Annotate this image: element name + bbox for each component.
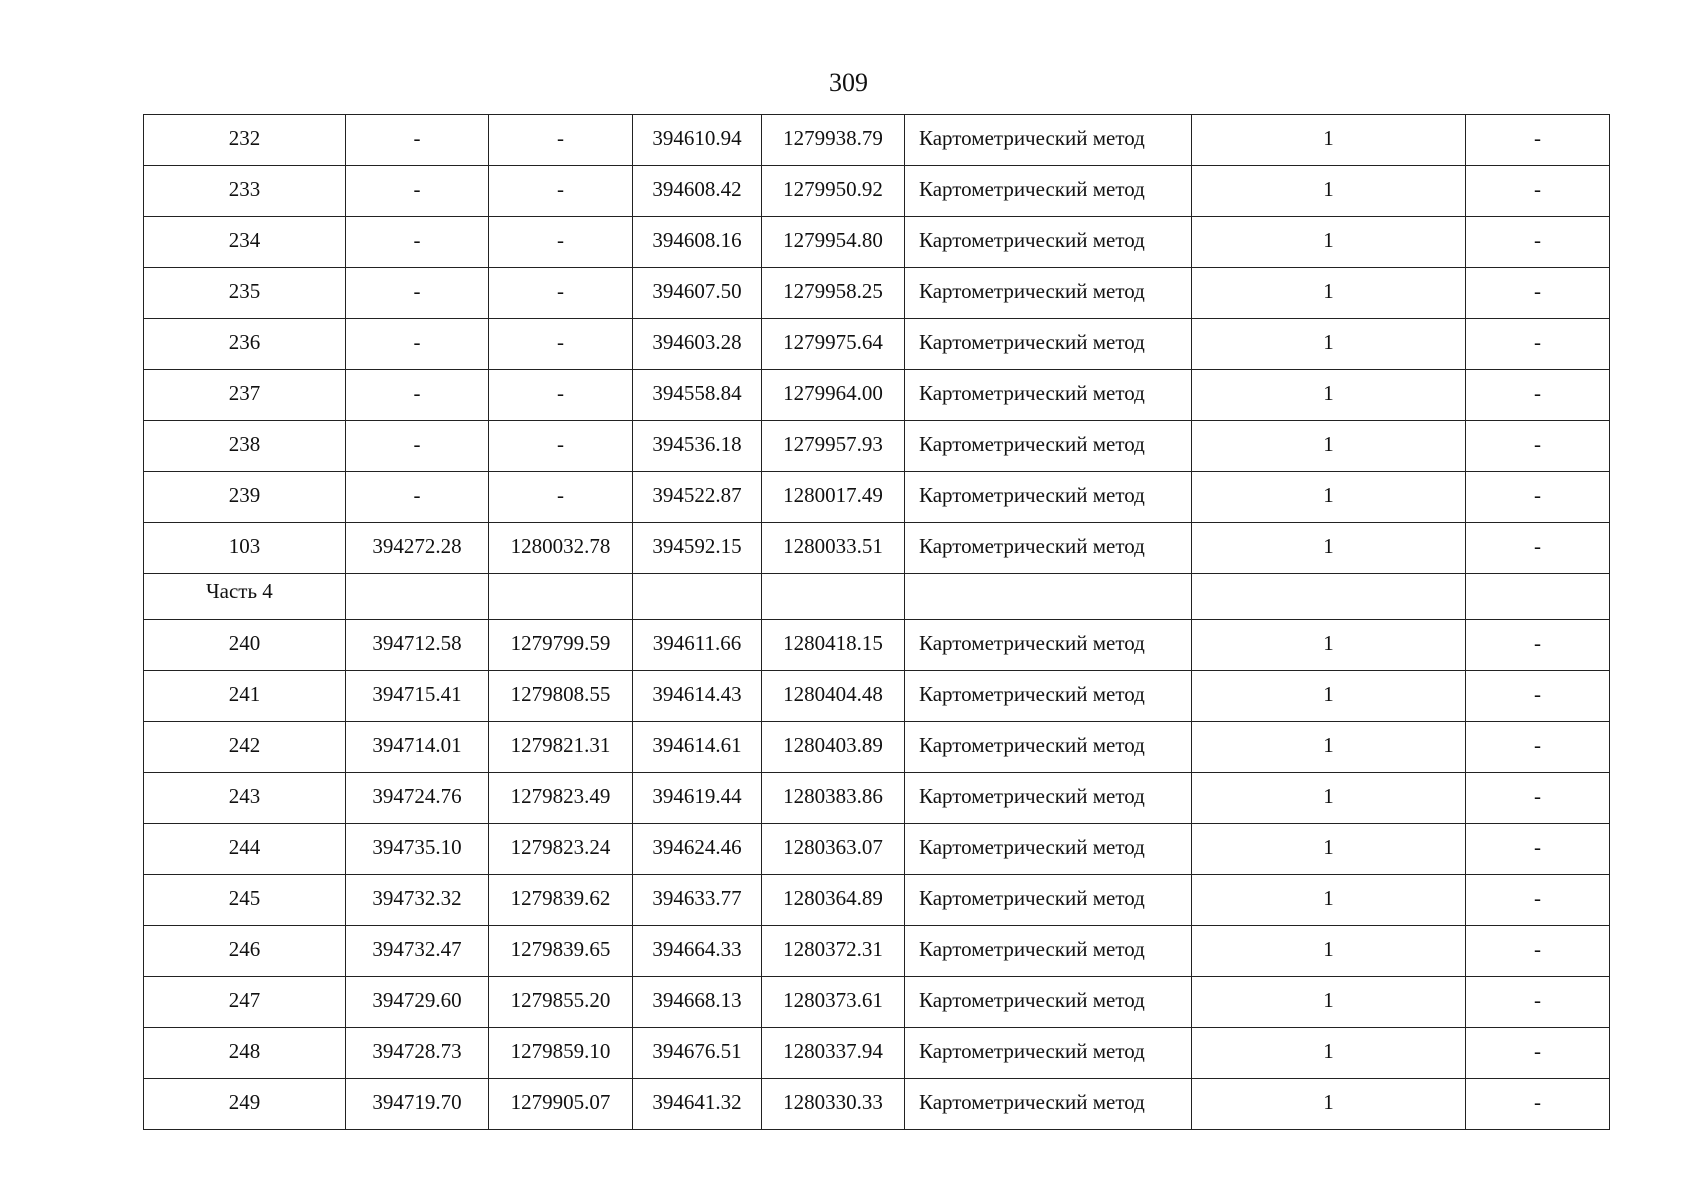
method-cell: Картометрический метод [905,926,1192,977]
table-row [144,1079,1610,1130]
old-y-cell: 1279839.62 [489,875,633,926]
old-y-cell: 1279823.49 [489,773,633,824]
point-number-cell: 247 [144,977,346,1028]
accuracy-cell: 1 [1192,620,1466,671]
accuracy-cell: 1 [1192,722,1466,773]
new-x-cell: 394522.87 [633,472,762,523]
description-cell: - [1466,1079,1610,1130]
description-cell: - [1466,268,1610,319]
new-x-cell: 394607.50 [633,268,762,319]
old-x-cell: 394714.01 [346,722,489,773]
old-y-cell: 1279859.10 [489,1028,633,1079]
old-x-cell: - [346,319,489,370]
old-x-cell: 394732.32 [346,875,489,926]
point-number-cell: 234 [144,217,346,268]
table-row [144,875,1610,926]
point-number-cell: 235 [144,268,346,319]
point-number-cell: 243 [144,773,346,824]
table-row [144,620,1610,671]
table-row [144,523,1610,574]
table-row [144,217,1610,268]
accuracy-cell: 1 [1192,319,1466,370]
table-body-after-section [144,620,1610,1130]
point-number-cell: 246 [144,926,346,977]
table-row [144,370,1610,421]
new-y-cell: 1279975.64 [762,319,905,370]
table-row [144,268,1610,319]
old-y-cell: - [489,166,633,217]
accuracy-cell: 1 [1192,217,1466,268]
new-x-cell: 394558.84 [633,370,762,421]
new-y-cell: 1279938.79 [762,115,905,166]
method-cell: Картометрический метод [905,370,1192,421]
method-cell: Картометрический метод [905,773,1192,824]
new-x-cell: 394668.13 [633,977,762,1028]
method-cell: Картометрический метод [905,977,1192,1028]
point-number-cell: 232 [144,115,346,166]
accuracy-cell: 1 [1192,773,1466,824]
description-cell: - [1466,472,1610,523]
old-y-cell: 1279839.65 [489,926,633,977]
point-number-cell: 242 [144,722,346,773]
new-y-cell: 1279964.00 [762,370,905,421]
old-x-cell: 394715.41 [346,671,489,722]
method-cell: Картометрический метод [905,1079,1192,1130]
accuracy-cell: 1 [1192,824,1466,875]
new-x-cell: 394614.43 [633,671,762,722]
description-cell: - [1466,722,1610,773]
accuracy-cell: 1 [1192,268,1466,319]
new-y-cell: 1280033.51 [762,523,905,574]
point-number-cell: 249 [144,1079,346,1130]
new-y-cell: 1279950.92 [762,166,905,217]
point-number-cell: 236 [144,319,346,370]
old-x-cell: - [346,268,489,319]
table-body-before-section [144,115,1610,574]
method-cell: Картометрический метод [905,671,1192,722]
table-row [144,1028,1610,1079]
old-x-cell: - [346,217,489,268]
new-y-cell: 1280017.49 [762,472,905,523]
old-y-cell: - [489,115,633,166]
description-cell: - [1466,977,1610,1028]
table-row [144,671,1610,722]
description-cell: - [1466,421,1610,472]
point-number-cell: 238 [144,421,346,472]
old-x-cell: - [346,421,489,472]
method-cell: Картометрический метод [905,268,1192,319]
section-row [144,574,1610,620]
method-cell: Картометрический метод [905,1028,1192,1079]
new-x-cell: 394633.77 [633,875,762,926]
old-y-cell: - [489,421,633,472]
old-y-cell: 1279823.24 [489,824,633,875]
point-number-cell: 237 [144,370,346,421]
old-x-cell: 394729.60 [346,977,489,1028]
description-cell: - [1466,620,1610,671]
new-x-cell: 394619.44 [633,773,762,824]
description-cell: - [1466,370,1610,421]
accuracy-cell: 1 [1192,523,1466,574]
new-y-cell: 1280418.15 [762,620,905,671]
new-y-cell: 1280373.61 [762,977,905,1028]
old-y-cell: 1279808.55 [489,671,633,722]
point-number-cell: 239 [144,472,346,523]
table-row [144,472,1610,523]
new-y-cell: 1279954.80 [762,217,905,268]
coordinates-table [143,114,1610,1130]
new-x-cell: 394536.18 [633,421,762,472]
new-y-cell: 1279957.93 [762,421,905,472]
method-cell: Картометрический метод [905,722,1192,773]
empty-cell [489,574,633,620]
old-y-cell: 1280032.78 [489,523,633,574]
accuracy-cell: 1 [1192,671,1466,722]
accuracy-cell: 1 [1192,977,1466,1028]
description-cell: - [1466,875,1610,926]
old-x-cell: 394272.28 [346,523,489,574]
description-cell: - [1466,1028,1610,1079]
old-y-cell: - [489,370,633,421]
new-y-cell: 1280330.33 [762,1079,905,1130]
old-x-cell: 394712.58 [346,620,489,671]
new-y-cell: 1280372.31 [762,926,905,977]
method-cell: Картометрический метод [905,620,1192,671]
new-x-cell: 394592.15 [633,523,762,574]
description-cell: - [1466,926,1610,977]
old-y-cell: 1279855.20 [489,977,633,1028]
empty-cell [905,574,1192,620]
old-x-cell: - [346,370,489,421]
old-y-cell: 1279821.31 [489,722,633,773]
empty-cell [1192,574,1466,620]
accuracy-cell: 1 [1192,370,1466,421]
description-cell: - [1466,773,1610,824]
method-cell: Картометрический метод [905,319,1192,370]
description-cell: - [1466,166,1610,217]
method-cell: Картометрический метод [905,217,1192,268]
old-x-cell: 394719.70 [346,1079,489,1130]
table-section-header [144,574,1610,620]
old-x-cell: - [346,472,489,523]
point-number-cell: 241 [144,671,346,722]
method-cell: Картометрический метод [905,523,1192,574]
old-y-cell: - [489,268,633,319]
empty-cell [346,574,489,620]
new-y-cell: 1280337.94 [762,1028,905,1079]
description-cell: - [1466,217,1610,268]
accuracy-cell: 1 [1192,472,1466,523]
empty-cell [762,574,905,620]
old-x-cell: 394724.76 [346,773,489,824]
new-x-cell: 394608.42 [633,166,762,217]
method-cell: Картометрический метод [905,472,1192,523]
table-row [144,977,1610,1028]
page-number: 309 [829,68,868,97]
old-y-cell: - [489,217,633,268]
method-cell: Картометрический метод [905,115,1192,166]
method-cell: Картометрический метод [905,824,1192,875]
old-y-cell: 1279799.59 [489,620,633,671]
new-y-cell: 1280383.86 [762,773,905,824]
new-x-cell: 394614.61 [633,722,762,773]
new-x-cell: 394676.51 [633,1028,762,1079]
old-y-cell: - [489,472,633,523]
accuracy-cell: 1 [1192,1079,1466,1130]
new-x-cell: 394624.46 [633,824,762,875]
new-y-cell: 1280364.89 [762,875,905,926]
new-x-cell: 394611.66 [633,620,762,671]
table-row [144,319,1610,370]
table-row [144,722,1610,773]
new-x-cell: 394610.94 [633,115,762,166]
table-row [144,166,1610,217]
table-row [144,115,1610,166]
point-number-cell: 233 [144,166,346,217]
accuracy-cell: 1 [1192,421,1466,472]
point-number-cell: 240 [144,620,346,671]
old-y-cell: 1279905.07 [489,1079,633,1130]
accuracy-cell: 1 [1192,875,1466,926]
accuracy-cell: 1 [1192,166,1466,217]
empty-cell [633,574,762,620]
accuracy-cell: 1 [1192,115,1466,166]
description-cell: - [1466,824,1610,875]
new-y-cell: 1280403.89 [762,722,905,773]
table-row [144,421,1610,472]
new-x-cell: 394608.16 [633,217,762,268]
empty-cell [1466,574,1610,620]
accuracy-cell: 1 [1192,1028,1466,1079]
table-row [144,926,1610,977]
description-cell: - [1466,115,1610,166]
section-label: Часть 4 [144,574,346,620]
new-y-cell: 1280404.48 [762,671,905,722]
point-number-cell: 244 [144,824,346,875]
point-number-cell: 245 [144,875,346,926]
description-cell: - [1466,523,1610,574]
old-y-cell: - [489,319,633,370]
point-number-cell: 248 [144,1028,346,1079]
new-x-cell: 394603.28 [633,319,762,370]
table-row [144,824,1610,875]
new-x-cell: 394664.33 [633,926,762,977]
new-x-cell: 394641.32 [633,1079,762,1130]
description-cell: - [1466,319,1610,370]
method-cell: Картометрический метод [905,875,1192,926]
new-y-cell: 1280363.07 [762,824,905,875]
old-x-cell: 394728.73 [346,1028,489,1079]
new-y-cell: 1279958.25 [762,268,905,319]
point-number-cell: 103 [144,523,346,574]
old-x-cell: 394735.10 [346,824,489,875]
description-cell: - [1466,671,1610,722]
table-row [144,773,1610,824]
old-x-cell: 394732.47 [346,926,489,977]
method-cell: Картометрический метод [905,421,1192,472]
old-x-cell: - [346,166,489,217]
old-x-cell: - [346,115,489,166]
accuracy-cell: 1 [1192,926,1466,977]
method-cell: Картометрический метод [905,166,1192,217]
